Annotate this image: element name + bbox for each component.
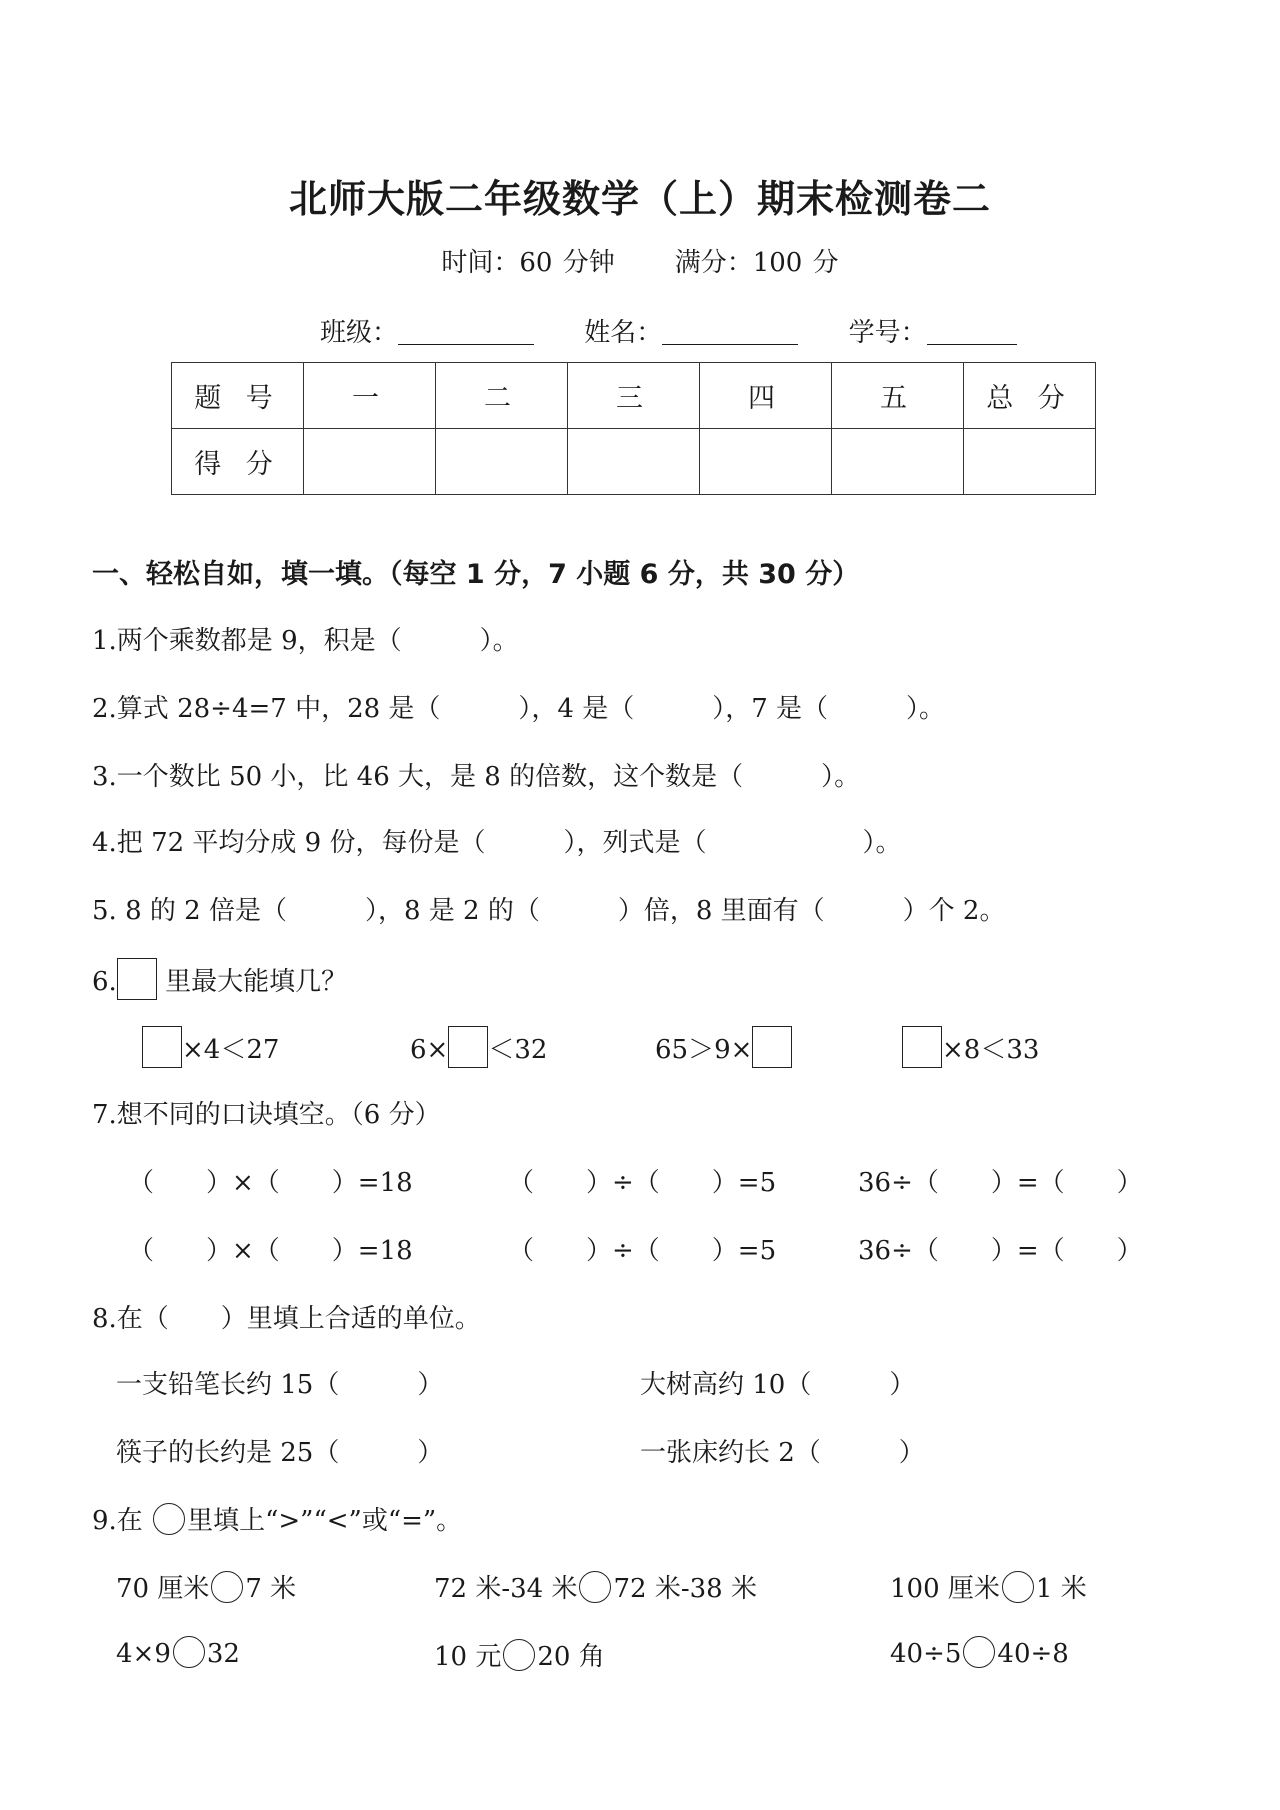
q7-item: （ ）÷（ ）=5: [508, 1168, 777, 1198]
compare-left: 40÷5: [890, 1639, 962, 1669]
q6-item-post: ＜32: [488, 1035, 548, 1065]
header-cell: 三: [568, 363, 700, 429]
student-info: [320, 312, 1017, 349]
section-heading: 一、轻松自如，填一填。（每空 1 分，7 小题 6 分，共 30 分）: [92, 559, 860, 590]
q9-item: [116, 1568, 296, 1605]
question-5: 5. 8 的 2 倍是（ ），8 是 2 的（ ）倍，8 里面有（ ）个 2。: [92, 896, 1006, 926]
exam-meta: [0, 242, 1280, 279]
q6-item-pre: 6×: [410, 1035, 449, 1065]
answer-box[interactable]: [448, 1026, 488, 1068]
score-cell[interactable]: [436, 429, 568, 495]
question-2: 2.算式 28÷4=7 中，28 是（ ），4 是（ ），7 是（ ）。: [92, 694, 946, 724]
question-1: 1.两个乘数都是 9，积是（ ）。: [92, 626, 519, 656]
q8-item: 一支铅笔长约 15（ ）: [116, 1370, 444, 1400]
compare-left: 4×9: [116, 1639, 171, 1669]
compare-right: 1 米: [1035, 1574, 1087, 1604]
answer-box[interactable]: [752, 1026, 792, 1068]
header-cell: 四: [700, 363, 832, 429]
compare-circle[interactable]: [1002, 1571, 1034, 1603]
q7-item: （ ）÷（ ）=5: [508, 1236, 777, 1266]
class-label: 班级：: [320, 318, 399, 348]
question-text: 里最大能填几？: [165, 967, 348, 997]
score-row-label: 得 分: [172, 429, 304, 495]
q6-item: [410, 1026, 547, 1068]
id-label: 学号：: [848, 318, 927, 348]
compare-left: 72 米-34 米: [434, 1574, 578, 1604]
header-cell: 总 分: [964, 363, 1096, 429]
score-cell[interactable]: [304, 429, 436, 495]
q7-item: （ ）×（ ）=18: [128, 1236, 413, 1266]
compare-circle[interactable]: [173, 1636, 205, 1668]
q7-item: 36÷（ ）=（ ）: [858, 1168, 1143, 1198]
score-table-header: [172, 363, 1096, 429]
compare-right: 72 米-38 米: [613, 1574, 757, 1604]
class-blank[interactable]: [398, 320, 534, 345]
q9-item: [434, 1568, 757, 1605]
q9-item: [434, 1636, 605, 1673]
q9-item: [116, 1636, 240, 1669]
q6-item-post: ×4＜27: [182, 1035, 280, 1065]
q8-item: 大树高约 10（ ）: [640, 1370, 916, 1400]
header-cell: 五: [832, 363, 964, 429]
q6-item: [655, 1026, 792, 1068]
answer-box[interactable]: [902, 1026, 942, 1068]
q7-item: （ ）×（ ）=18: [128, 1168, 413, 1198]
header-cell: 二: [436, 363, 568, 429]
question-9: [92, 1500, 462, 1537]
compare-circle[interactable]: [503, 1639, 535, 1671]
question-6: [92, 958, 347, 1000]
circle-icon: [153, 1503, 185, 1535]
q9-item: [890, 1636, 1069, 1669]
compare-left: 10 元: [434, 1642, 502, 1672]
question-7: 7.想不同的口诀填空。（6 分）: [92, 1100, 441, 1130]
q9-pre: 9.在: [92, 1506, 143, 1536]
id-blank[interactable]: [927, 320, 1017, 345]
compare-left: 70 厘米: [116, 1574, 210, 1604]
full-score: 满分：100 分: [674, 248, 839, 278]
q6-item: [142, 1026, 279, 1068]
compare-circle[interactable]: [963, 1636, 995, 1668]
compare-right: 40÷8: [997, 1639, 1069, 1669]
score-table-row: [172, 429, 1096, 495]
question-8: 8.在（ ）里填上合适的单位。: [92, 1304, 481, 1334]
q9-post: 里填上“>”“<”或“=”。: [187, 1506, 463, 1536]
name-blank[interactable]: [662, 320, 798, 345]
score-cell[interactable]: [700, 429, 832, 495]
score-cell[interactable]: [832, 429, 964, 495]
compare-circle[interactable]: [211, 1571, 243, 1603]
compare-right: 32: [206, 1639, 240, 1669]
answer-box[interactable]: [142, 1026, 182, 1068]
score-cell[interactable]: [568, 429, 700, 495]
compare-right: 20 角: [537, 1642, 605, 1672]
q7-item: 36÷（ ）=（ ）: [858, 1236, 1143, 1266]
q6-item-post: ×8＜33: [942, 1035, 1040, 1065]
time-limit: 时间：60 分钟: [441, 248, 615, 278]
header-cell: 题 号: [172, 363, 304, 429]
question-3: 3.一个数比 50 小，比 46 大，是 8 的倍数，这个数是（ ）。: [92, 762, 861, 792]
compare-left: 100 厘米: [890, 1574, 1000, 1604]
q8-item: 筷子的长约是 25（ ）: [116, 1438, 444, 1468]
answer-box-icon: [117, 958, 157, 1000]
name-label: 姓名：: [584, 318, 663, 348]
q6-item-pre: 65＞9×: [655, 1035, 753, 1065]
page-title: 北师大版二年级数学（上）期末检测卷二: [288, 177, 991, 221]
question-4: 4.把 72 平均分成 9 份，每份是（ ），列式是（ ）。: [92, 828, 902, 858]
question-number: 6.: [92, 967, 117, 997]
compare-circle[interactable]: [579, 1571, 611, 1603]
compare-right: 7 米: [245, 1574, 297, 1604]
q8-item: 一张床约长 2（ ）: [640, 1438, 925, 1468]
score-cell[interactable]: [964, 429, 1096, 495]
score-table: [171, 362, 1096, 495]
header-cell: 一: [304, 363, 436, 429]
q6-item: [902, 1026, 1039, 1068]
q9-item: [890, 1568, 1087, 1605]
